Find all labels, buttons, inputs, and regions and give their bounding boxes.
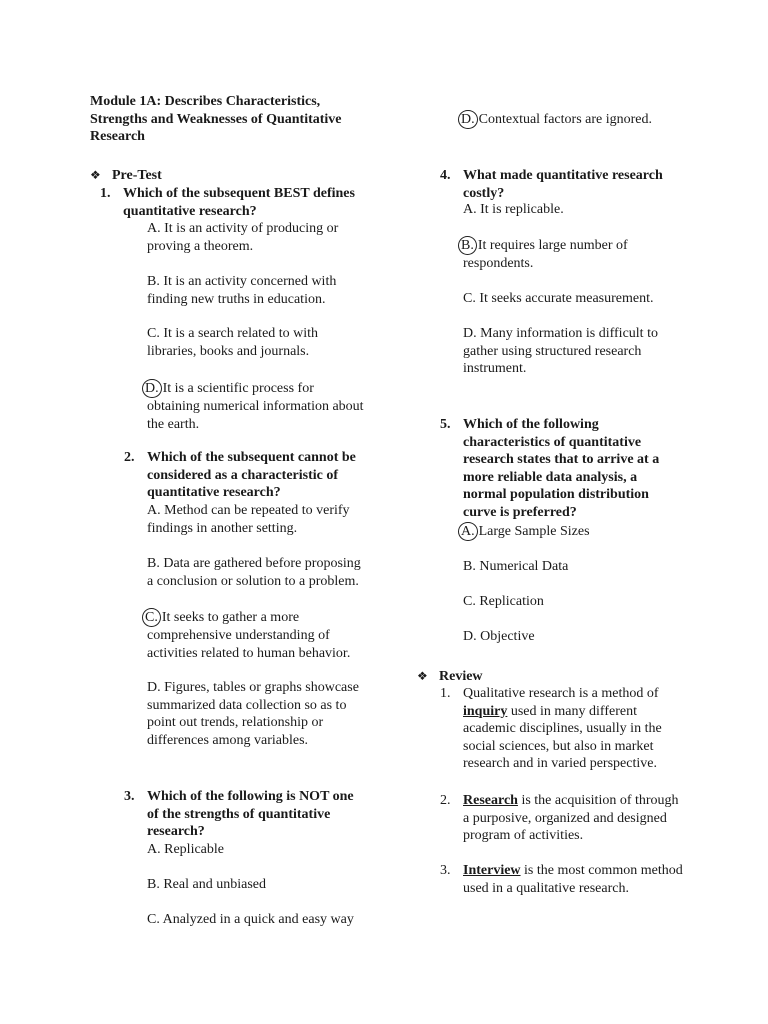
review-keyword: inquiry [463,703,508,719]
question-number: 3. [124,789,135,804]
review-keyword: Research [463,793,518,808]
option-letter: B. [463,559,476,574]
review-text-after: is the most common method used in a qualitative research. [463,863,683,896]
selected-answer-circle: B. [458,236,477,255]
review-number: 2. [440,793,451,808]
question-text: Which of the following characteristics of quantitative research states that to arrive at a more reliable data analysis, a normal population distribution curve is preferred? [463,417,660,520]
option-text: It is an activity of producing or proving a theorem. [147,221,339,254]
option-letter: A. [147,842,161,857]
option-letter: A. [463,202,477,217]
selected-answer-circle: D. [458,110,478,129]
question-text: What made quantitative research costly? [463,168,663,201]
question-number: 4. [440,168,451,183]
review-text-after: used in many different academic disciplines, usually in the social sciences, but also in market research and in varied perspective. [463,703,662,772]
option-text: It seeks to gather a more comprehensive understanding of activities related to human behavior. [147,610,351,661]
option-letter: C. [463,291,476,306]
option-1b [147,273,363,308]
question-number: 2. [124,450,135,465]
option-text: Data are gathered before proposing a conclusion or solution to a problem. [147,556,361,589]
option-text: Method can be repeated to verify findings in another setting. [147,503,350,536]
option-3d [463,110,693,129]
selected-answer-circle: C. [142,608,161,627]
option-3b [147,876,363,894]
option-text: It is a search related to with libraries, books and journals. [147,326,319,359]
option-2a [147,502,363,537]
option-3c [147,911,377,929]
option-letter: A. [147,503,161,518]
option-2d [147,679,365,749]
option-text: Figures, tables or graphs showcase summarized data collection so as to point out trends, relationship or differences among variables. [147,680,359,748]
question-5 [440,416,668,522]
selected-answer-circle: A. [458,522,478,541]
diamond-bullet-icon: ❖ [90,168,101,182]
option-letter: B. [147,274,160,289]
question-2 [124,449,363,502]
option-text: Objective [480,629,535,644]
option-1a [147,220,363,255]
option-letter: D. [147,680,161,695]
option-1d [147,379,365,433]
selected-answer-circle: D. [142,379,162,398]
review-item-3 [440,862,688,897]
option-5b [463,558,673,576]
review-text-after: is the acquisition of through a purposive, organized and designed program of activities. [463,793,679,844]
option-text: It is a scientific process for obtaining numerical information about the earth. [147,381,364,432]
question-text: Which of the subsequent BEST defines quantitative research? [123,186,355,219]
option-5c [463,593,673,611]
review-number: 3. [440,863,451,878]
review-number: 1. [440,686,451,701]
option-text: Replicable [164,842,224,857]
pretest-heading [90,167,162,185]
question-text: Which of the following is NOT one of the strengths of quantitative research? [147,789,354,840]
diamond-bullet-icon: ❖ [417,669,428,683]
option-text: Large Sample Sizes [478,524,590,539]
option-letter: D. [463,326,477,341]
option-text: It requires large number of respondents. [463,238,628,271]
review-text-before: Qualitative research is a method of [463,686,659,701]
option-text: Analyzed in a quick and easy way [162,912,354,927]
question-3 [124,788,363,841]
review-heading-text: Review [439,669,483,684]
question-1 [100,185,363,220]
option-2c [147,608,359,662]
review-heading [417,668,483,686]
review-item-1 [440,685,668,773]
question-number: 5. [440,417,451,432]
option-letter: B. [147,877,160,892]
option-5a [463,522,673,541]
option-4b [463,236,638,273]
option-4c [463,290,673,308]
option-text: It seeks accurate measurement. [479,291,654,306]
option-text: Real and unbiased [163,877,266,892]
option-4d [463,325,668,378]
option-4a [463,201,673,219]
option-3a [147,841,363,859]
option-text: It is replicable. [480,202,564,217]
page-title: Module 1A: Describes Characteristics, Strengths and Weaknesses of Quantitative Research [90,94,342,145]
option-letter: C. [147,326,160,341]
option-text: Numerical Data [479,559,569,574]
option-letter: D. [463,629,477,644]
option-2b [147,555,367,590]
option-letter: C. [463,594,476,609]
option-1c [147,325,363,360]
option-text: Contextual factors are ignored. [478,112,653,127]
option-letter: C. [147,912,160,927]
option-text: It is an activity concerned with finding new truths in education. [147,274,337,307]
review-item-2 [440,792,688,845]
option-5d [463,628,673,646]
option-text: Many information is difficult to gather using structured research instrument. [463,326,658,377]
option-letter: A. [147,221,161,236]
question-number: 1. [100,186,111,201]
review-keyword: Interview [463,863,521,878]
option-text: Replication [479,594,544,609]
option-letter: B. [147,556,160,571]
question-text: Which of the subsequent cannot be considered as a characteristic of quantitative research? [147,450,356,501]
pretest-heading-text: Pre-Test [112,168,162,183]
question-4 [440,167,673,202]
